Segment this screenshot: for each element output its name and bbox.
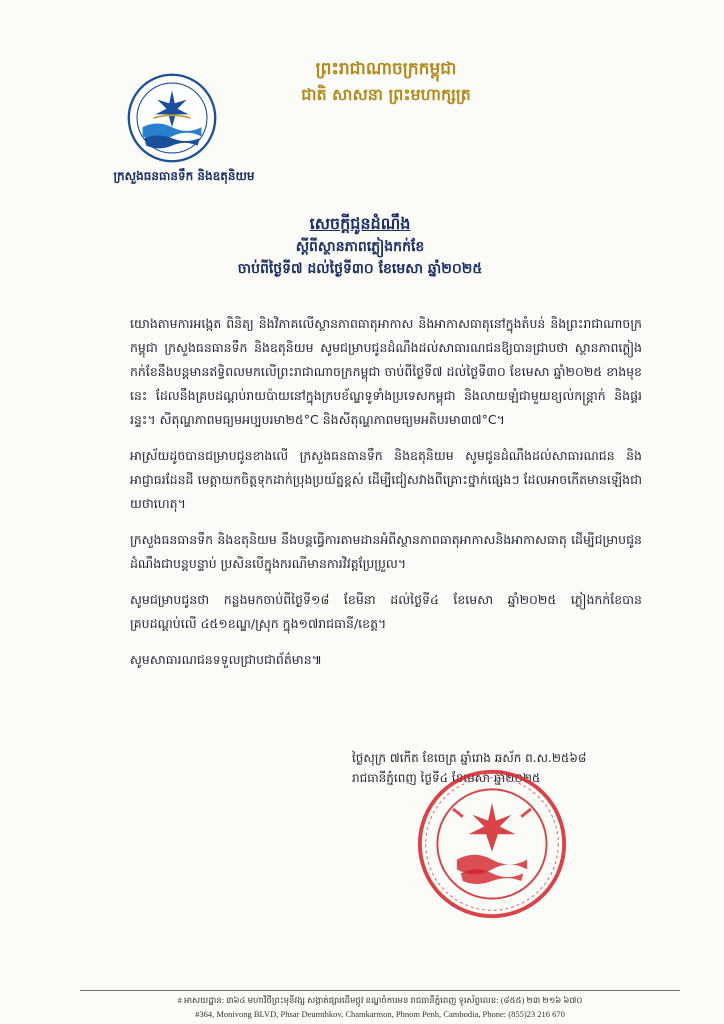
paragraph-1: យោងតាមការអង្កេត ពិនិត្យ និងវិភាគលើស្ថានភាពធាតុអាកាស និងអាកាសធាតុនៅក្នុងតំបន់ និងព្រះរាជាណាចក្រកម្ពុជា ក្រសួងធនធានទឹក និងឧតុនិយម សូមជម្រាបជូនដំណឹងដល់សាធារណជនឱ្យបានជ្រាបថា ស្ថានភាពភ្លៀងកក់ខែនឹងបន្តមានឥទ្ធិពលមកលើព្រះរាជាណាចក្រកម្ពុជា ចាប់ពីថ្ងៃទី៧ ដល់ថ្ងៃទី៣០ ខែមេសា ឆ្នាំ២០២៥ ខាងមុខនេះ ដែលនឹងគ្របដណ្តប់រាយប៉ាយនៅក្នុងក្របខ័ណ្ឌទូទាំងប្រទេសកម្ពុជា និងលាយឡំជាមួយខ្យល់កន្ត្រាក់ និងផ្គររន្ទះ។ សីតុណ្ហភាពមធ្យមអប្បបរមា២៥°C និងសីតុណ្ហភាពមធ្យមអតិបរមា៣៧°C។: [130, 316, 642, 427]
lunar-date: ថ្ងៃសុក្រ ៧កើត ខែចេត្រ ឆ្នាំរោង ឆស័ក ព.ស.២៥៦៨: [352, 751, 587, 765]
ministry-name: ក្រសួងធនធានទឹក និងឧតុនិយម: [113, 169, 255, 183]
paragraph-3: ក្រសួងធនធានទឹក និងឧតុនិយម នឹងបន្តធ្វើការតាមដានអំពីស្ថានភាពធាតុអាកាសនិងអាកាសធាតុ ដើម្បីជម្រាបជូនដំណឹងជាបន្តបន្ទាប់ ប្រសិនបើក្នុងករណីមានការវិវត្តប្រែប្រួល។: [130, 532, 642, 571]
nation-religion-king-line: ជាតិ សាសនា ព្រះមហាក្សត្រ: [301, 85, 471, 104]
official-seal-stamp: [414, 766, 570, 922]
announcement-title: [100, 212, 620, 280]
footer-address-english: #364, Monivong BLVD, Phsar Deumthkov, Chamkarmon, Phnom Penh, Cambodia, Phone: (855)23 216 670: [195, 1009, 565, 1019]
title-line-1: សេចក្តីជូនដំណឹង: [309, 214, 411, 233]
paragraph-2: អាស្រ័យដូចបានជម្រាបជូនខាងលើ ក្រសួងធនធានទឹក និងឧតុនិយម សូមជូនដំណឹងដល់សាធារណជន និងអាជ្ញាធរដែនដី មេត្តាយកចិត្តទុកដាក់ប្រុងប្រយ័ត្នខ្ពស់ ដើម្បីជៀសវាងពីគ្រោះថ្នាក់ផ្សេងៗ ដែលអាចកើតមានឡើងជាយថាហេតុ។: [130, 448, 642, 511]
footer-divider: [80, 990, 680, 991]
footer-address-khmer: # អាសយដ្ឋាន: ៣៦៤ មហាវិថីព្រះមុនីវង្ស សង្កាត់ផ្សារដើមថ្កូវ ខណ្ឌចំការមន រាជធានីភ្នំពេញ ទូរស័ព្ទលេខ: (៨៥៥) ២៣ ២១៦ ៦៧០: [177, 995, 583, 1005]
title-line-3: ចាប់ពីថ្ងៃទី៧ ដល់ថ្ងៃទី៣០ ខែមេសា ឆ្នាំ២០២៥: [237, 261, 483, 277]
footer-address: [80, 993, 680, 1021]
title-line-2: ស្តីពីស្ថានភាពភ្លៀងកក់ខែ: [295, 239, 425, 255]
solar-date: រាជធានីភ្នំពេញ ថ្ងៃទី៤ ខែមេសា ឆ្នាំ២០២៥: [352, 771, 541, 785]
kingdom-motto: [276, 56, 496, 108]
kingdom-line: ព្រះរាជាណាចក្រកម្ពុជា: [315, 59, 457, 79]
announcement-body: [130, 312, 642, 684]
paragraph-5: សូមសាធារណជនទទួលជ្រាបជាព័ត៌មាន៕: [130, 652, 323, 667]
paragraph-4: សូមជម្រាបជូនថា កន្លងមកចាប់ពីថ្ងៃទី១៨ ខែមីនា ដល់ថ្ងៃទី៤ ខែមេសា ឆ្នាំ២០២៥ ភ្លៀងកក់ខែបានគ្របដណ្តប់លើ ៤៥១ខណ្ឌ/ស្រុក ក្នុង១៧រាជធានី/ខេត្ត។: [130, 592, 642, 631]
ministry-logo-icon: [126, 72, 218, 164]
